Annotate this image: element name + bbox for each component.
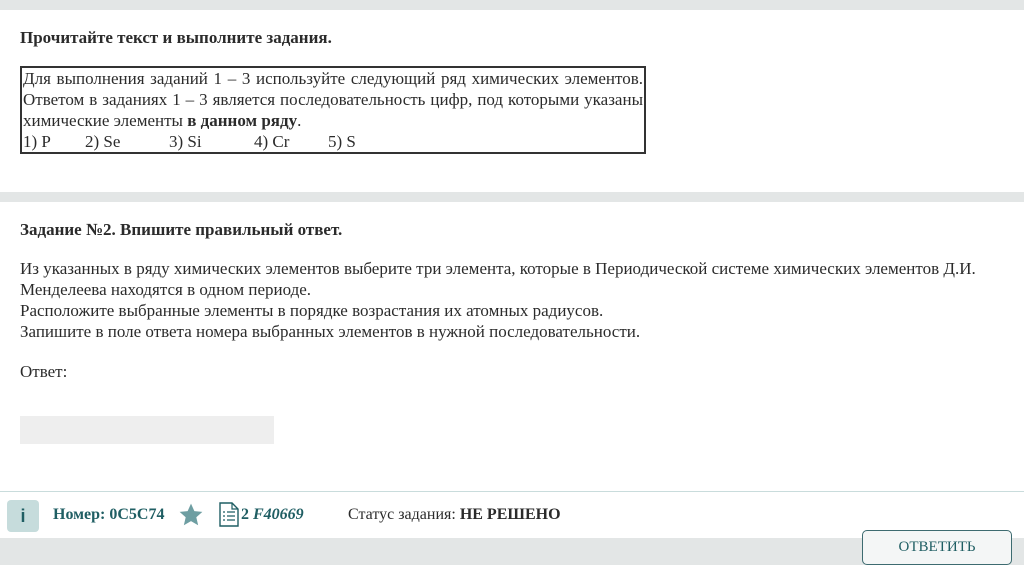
intro-heading: Прочитайте текст и выполните задания.	[20, 28, 332, 47]
element-item: 5) S	[328, 132, 356, 151]
element-item: 1) P	[23, 132, 51, 151]
task-number: Номер: 0C5C74	[53, 506, 165, 523]
task-heading: Задание №2. Впишите правильный ответ.	[20, 220, 343, 239]
submit-answer-button[interactable]: ОТВЕТИТЬ	[862, 530, 1012, 565]
intro-text-bold: в данном ряду	[187, 111, 298, 130]
intro-text: Для выполнения заданий 1 – 3 используйте следующий ряд химических элементов. Ответом в заданиях 1 – 3 является последовательность цифр, под которыми указаны химические элементы	[23, 69, 643, 130]
variant-link[interactable]	[241, 506, 304, 524]
info-button[interactable]: i	[7, 500, 39, 532]
document-icon[interactable]	[219, 502, 239, 527]
elements-row	[23, 131, 643, 152]
task-panel	[0, 202, 1024, 538]
task-body	[20, 258, 1010, 342]
star-icon[interactable]	[178, 502, 204, 528]
task-line: Расположите выбранные элементы в порядке возрастания их атомных радиусов.	[20, 301, 604, 320]
variant-code: F40669	[253, 506, 304, 523]
status-value: НЕ РЕШЕНО	[459, 506, 561, 523]
top-strip	[0, 0, 1024, 10]
intro-panel	[0, 10, 1024, 192]
variant-number: 2	[241, 506, 249, 523]
intro-text-end: .	[297, 111, 302, 130]
element-item: 2) Se	[85, 132, 121, 151]
task-line: Запишите в поле ответа номера выбранных элементов в нужной последовательности.	[20, 322, 641, 341]
element-item: 3) Si	[169, 132, 202, 151]
status-label: Статус задания:	[348, 506, 456, 523]
element-item: 4) Cr	[254, 132, 290, 151]
task-status	[348, 506, 561, 524]
answer-input[interactable]	[20, 416, 274, 444]
intro-text-box	[20, 66, 646, 154]
answer-label: Ответ:	[20, 362, 68, 381]
task-line: Из указанных в ряду химических элементов выберите три элемента, которые в Периодической системе химических элементов Д.И. Менделеева находятся в одном периоде.	[20, 259, 976, 299]
